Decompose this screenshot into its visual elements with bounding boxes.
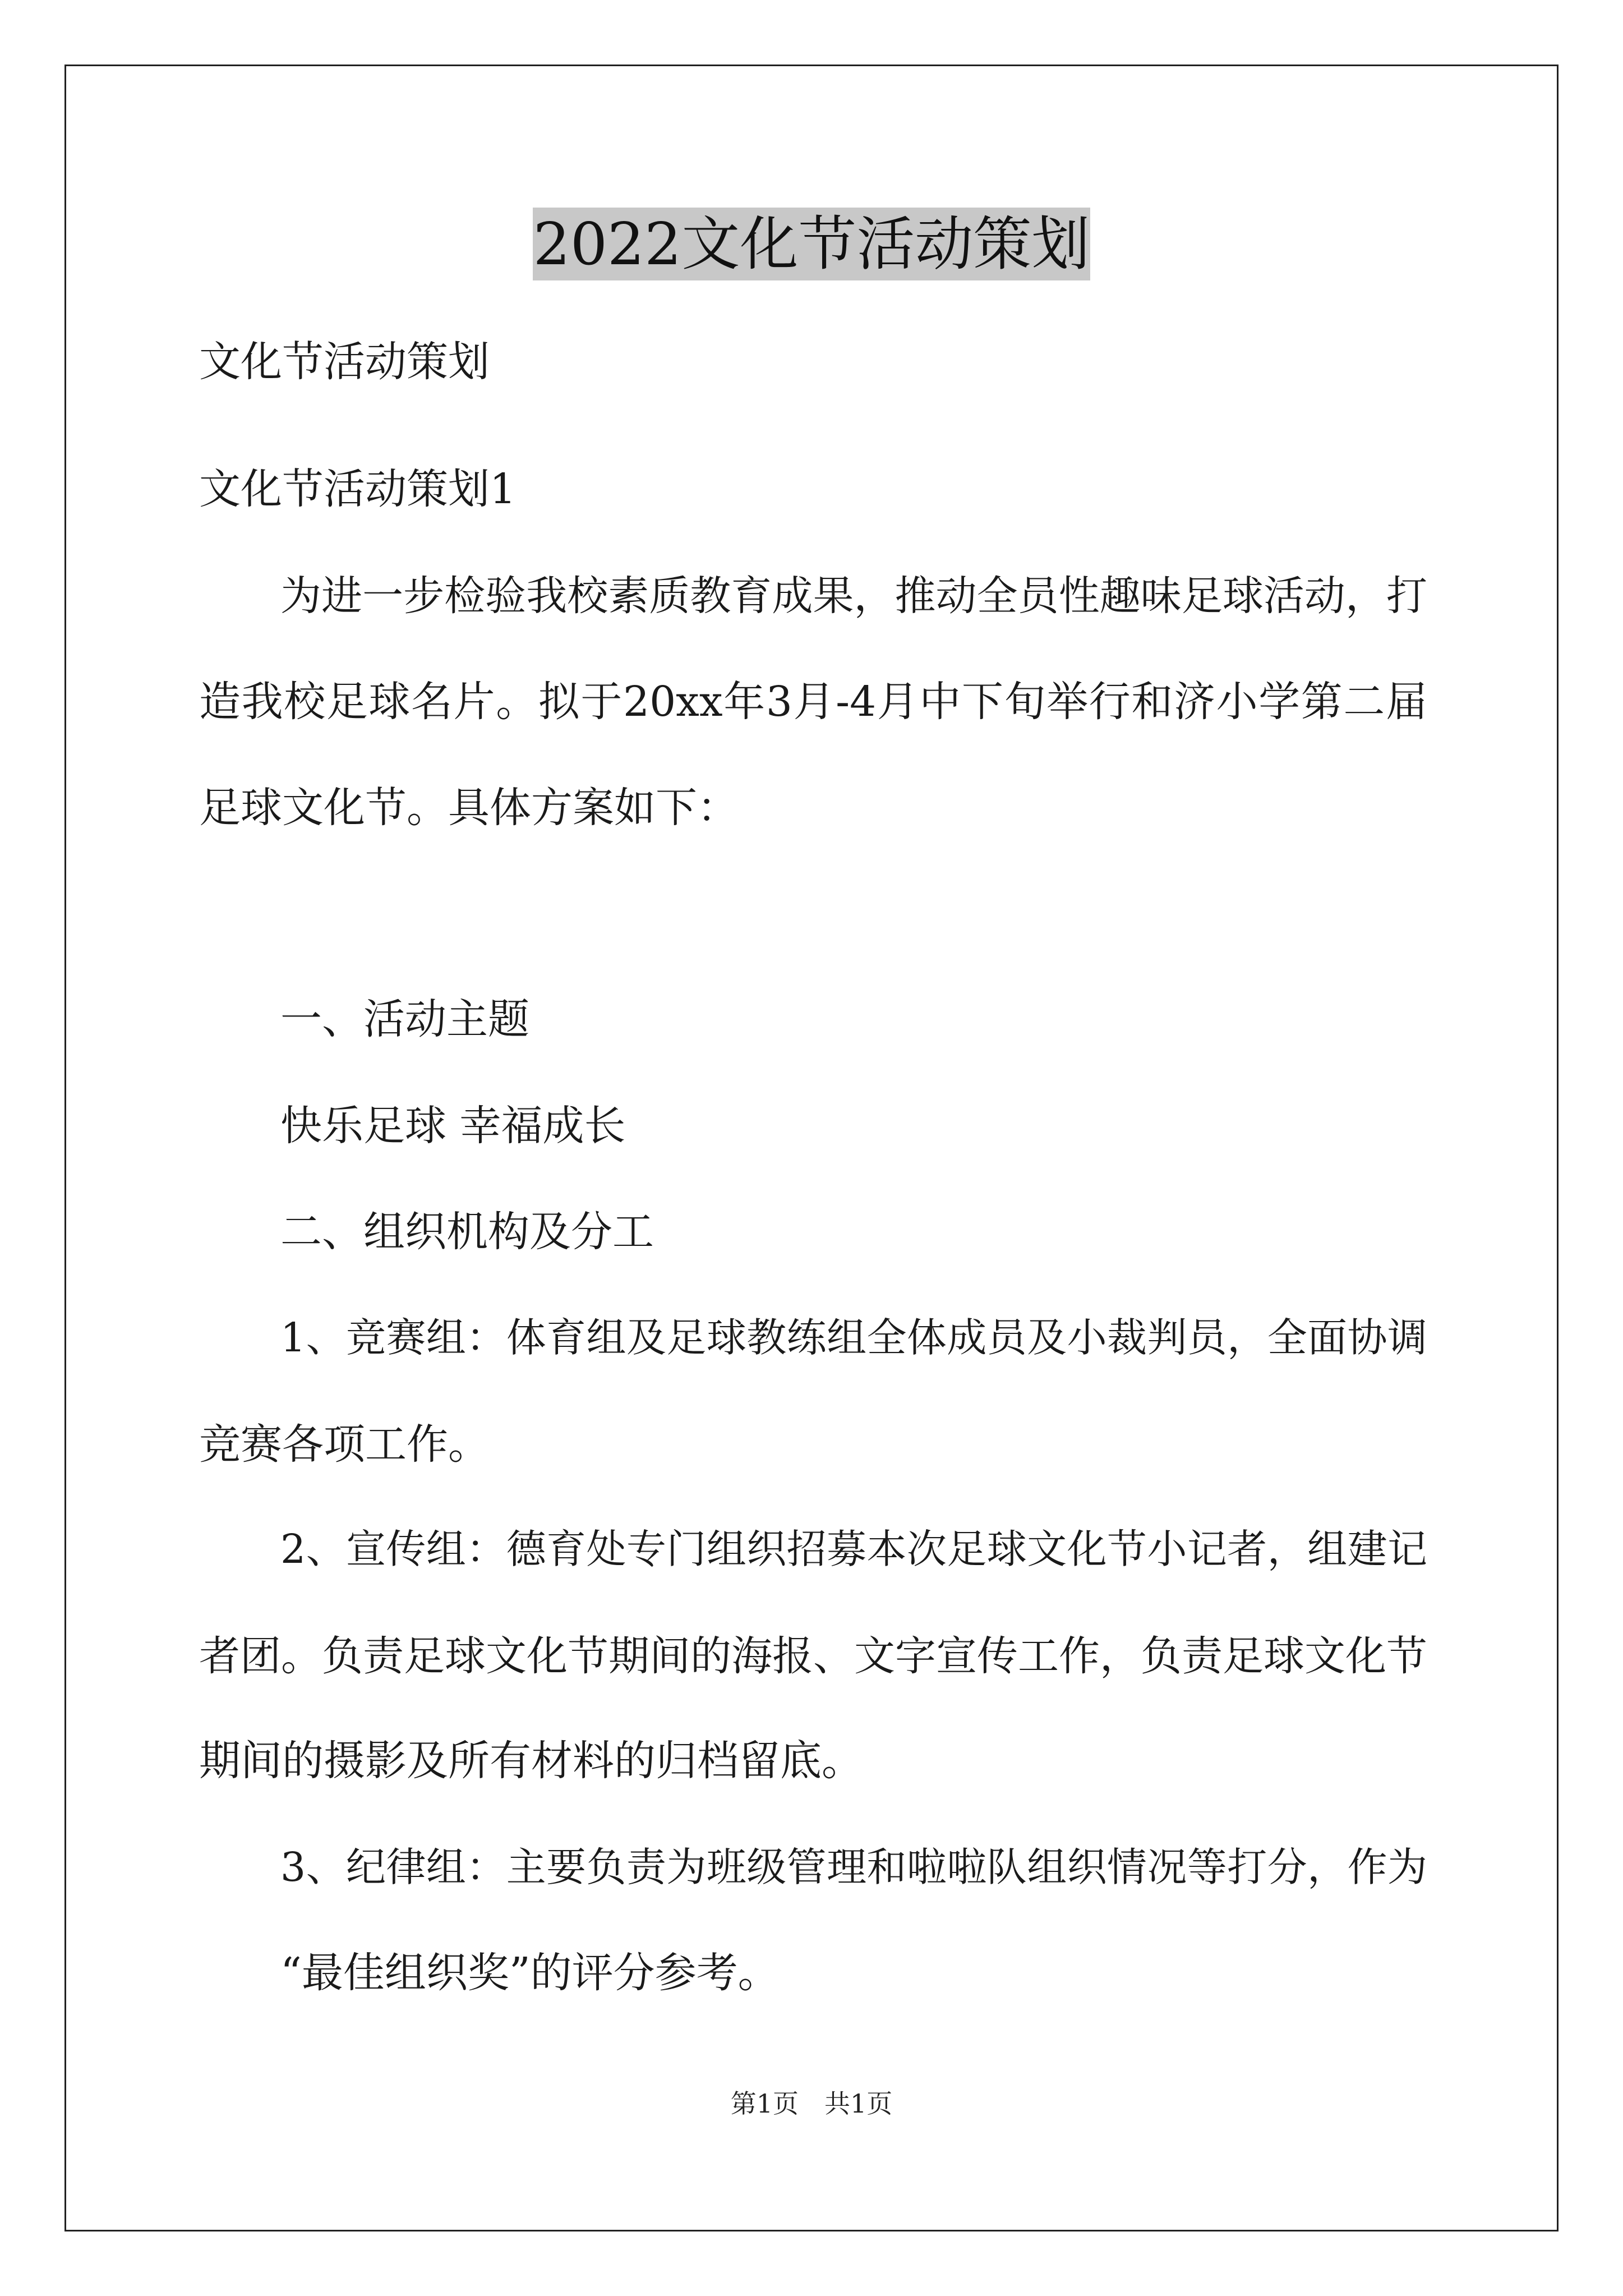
body-line: 3、纪律组：主要负责为班级管理和啦啦队组织情况等打分，作为 xyxy=(280,1844,1427,1890)
body-line: 1、竞赛组：体育组及足球教练组全体成员及小裁判员，全面协调 xyxy=(280,1314,1427,1361)
body-line: 2、宣传组：德育处专门组织招募本次足球文化节小记者，组建记 xyxy=(280,1526,1427,1572)
body-line: 文化节活动策划 xyxy=(199,338,490,386)
body-line: 者团。负责足球文化节期间的海报、文字宣传工作，负责足球文化节 xyxy=(199,1632,1427,1680)
body-line: 二、组织机构及分工 xyxy=(280,1208,654,1256)
body-line: 快乐足球 幸福成长 xyxy=(280,1102,626,1150)
body-line: 造我校足球名片。拟于20xx年3月-4月中下旬举行和济小学第二届 xyxy=(199,678,1427,726)
body-line: “最佳组织奖”的评分参考。 xyxy=(280,1949,780,1997)
document-title: 2022文化节活动策划 xyxy=(533,208,1090,280)
body-line: 一、活动主题 xyxy=(280,995,529,1043)
body-line: 足球文化节。具体方案如下： xyxy=(199,784,739,832)
body-line: 为进一步检验我校素质教育成果，推动全员性趣味足球活动，打 xyxy=(280,572,1427,620)
body-line: 文化节活动策划1 xyxy=(199,465,517,513)
body-line: 竞赛各项工作。 xyxy=(199,1420,490,1469)
body-line: 期间的摄影及所有材料的归档留底。 xyxy=(199,1737,863,1785)
page-footer: 第1页 共1页 xyxy=(730,2088,893,2119)
